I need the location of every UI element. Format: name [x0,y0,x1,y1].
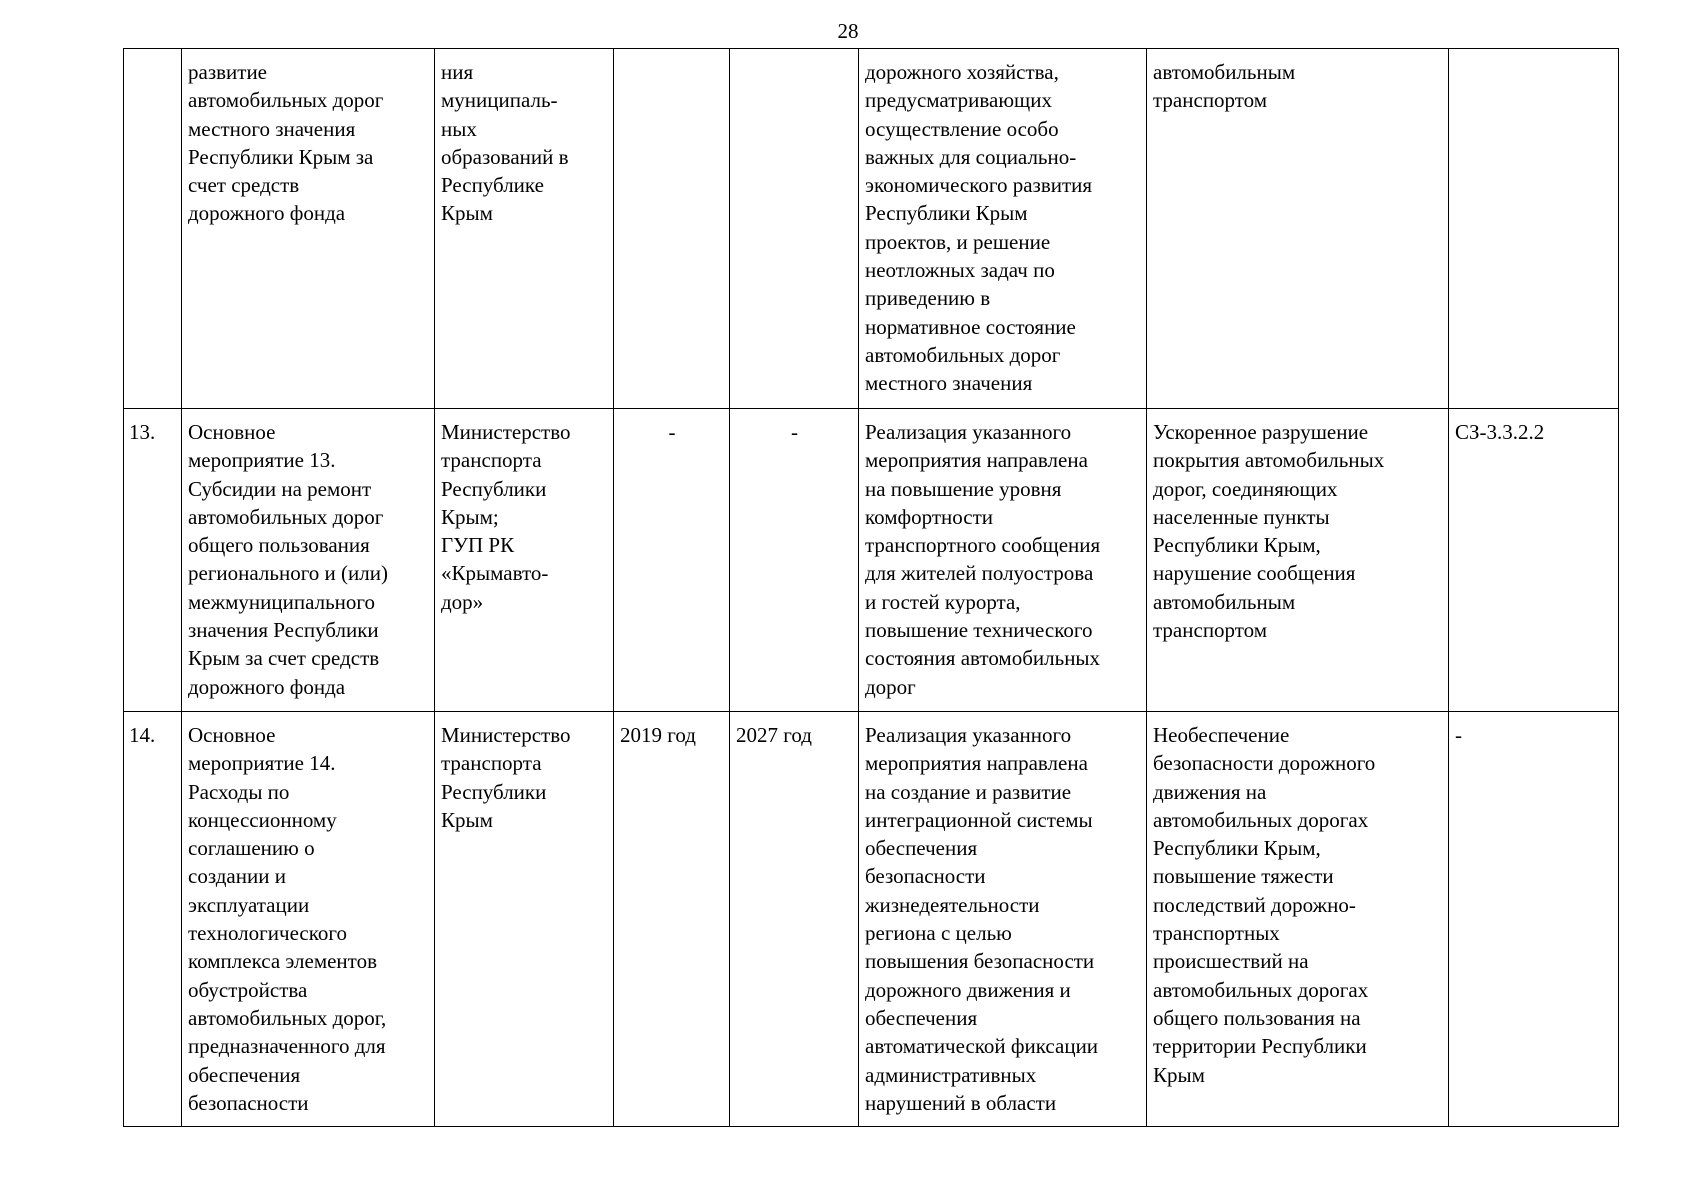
program-events-table [123,48,1619,1127]
cell-consequences: Ускоренное разрушение покрытия автомобильных дорог, соединяющих населенные пункты Республики Крым, нарушение сообщения автомобильным транспортом [1147,409,1449,712]
cell-consequences: Необеспечение безопасности дорожного движения на автомобильных дорогах Республики Крым, повышение тяжести последствий дорожно- транспортных происшествий на автомобильных дорогах общего пользования на территории Республики Крым [1147,712,1449,1127]
cell-event: развитие автомобильных дорог местного значения Республики Крым за счет средств дорожного фонда [182,49,435,409]
cell-executor: ния муниципаль- ных образований в Республике Крым [435,49,614,409]
cell-expected-result: Реализация указанного мероприятия направлена на создание и развитие интеграционной системы обеспечения безопасности жизнедеятельности региона с целью повышения безопасности дорожного движения и обеспечения автоматической фиксации административных нарушений в области [859,712,1147,1127]
cell-consequences: автомобильным транспортом [1147,49,1449,409]
cell-expected-result: Реализация указанного мероприятия направлена на повышение уровня комфортности транспортного сообщения для жителей полуострова и гостей курорта, повышение технического состояния автомобильных дорог [859,409,1147,712]
cell-number: 14. [124,712,182,1127]
cell-indicator-link: - [1449,712,1619,1127]
cell-start: - [614,409,730,712]
cell-end [730,49,859,409]
cell-end: 2027 год [730,712,859,1127]
table-row [124,49,1619,409]
cell-indicator-link [1449,49,1619,409]
cell-indicator-link: СЗ-3.3.2.2 [1449,409,1619,712]
cell-executor: Министерство транспорта Республики Крым; ГУП РК «Крымавто- дор» [435,409,614,712]
cell-expected-result: дорожного хозяйства, предусматривающих осуществление особо важных для социально- экономического развития Республики Крым проектов, и решение неотложных задач по приведению в нормативное состояние автомобильных дорог местного значения [859,49,1147,409]
cell-event: Основное мероприятие 14. Расходы по концессионному соглашению о создании и эксплуатации технологического комплекса элементов обустройства автомобильных дорог, предназначенного для обеспечения безопасности [182,712,435,1127]
table-row [124,409,1619,712]
cell-start [614,49,730,409]
page-number: 28 [837,19,859,43]
cell-number: 13. [124,409,182,712]
cell-number [124,49,182,409]
cell-executor: Министерство транспорта Республики Крым [435,712,614,1127]
cell-start: 2019 год [614,712,730,1127]
cell-end: - [730,409,859,712]
cell-event: Основное мероприятие 13. Субсидии на ремонт автомобильных дорог общего пользования регионального и (или) межмуниципального значения Республики Крым за счет средств дорожного фонда [182,409,435,712]
table-row [124,712,1619,1127]
